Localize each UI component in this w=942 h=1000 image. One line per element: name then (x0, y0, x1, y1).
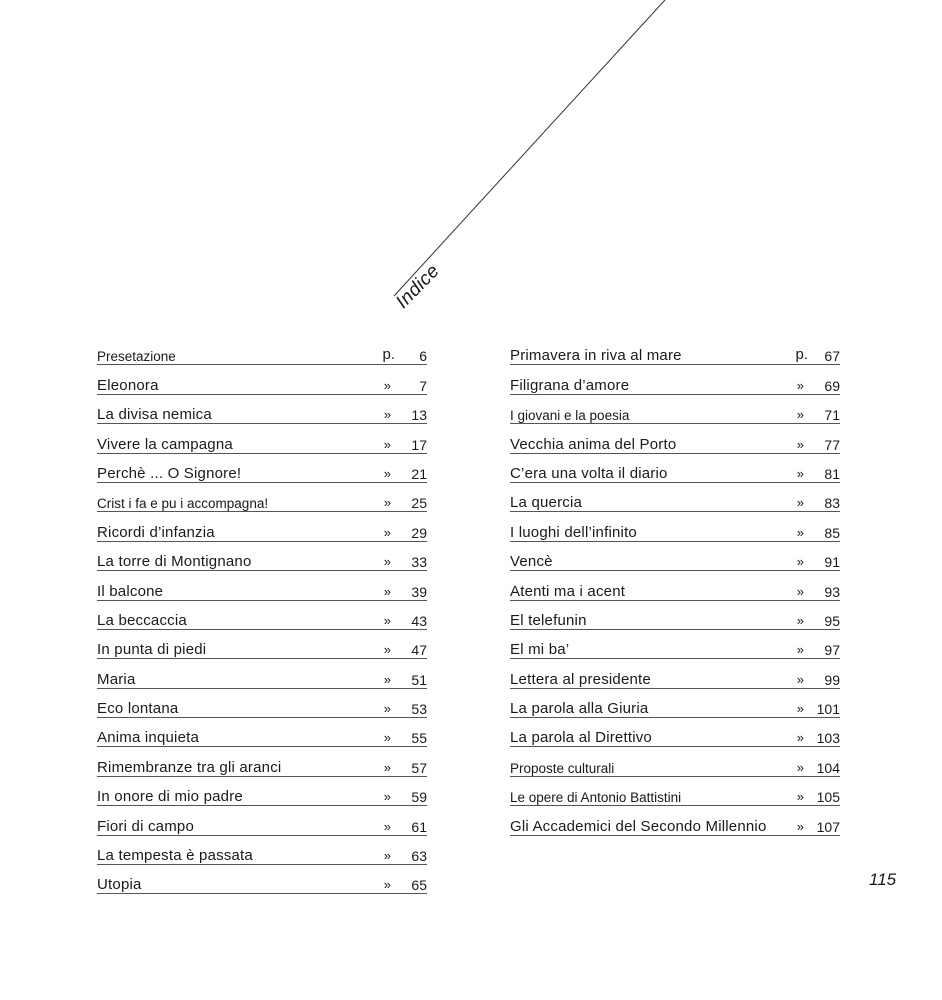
toc-entry (97, 689, 427, 718)
toc-entry-page: 61 (411, 818, 427, 835)
toc-entry-page: 93 (824, 583, 840, 600)
toc-entry-page: 43 (411, 612, 427, 629)
toc-entry-marker: » (796, 583, 804, 599)
toc-entry-page: 13 (411, 407, 427, 424)
toc-entry-page: 104 (816, 759, 840, 776)
toc-entry-marker: » (796, 524, 804, 540)
toc-entry-title: La divisa nemica (97, 406, 212, 424)
toc-entry-marker: » (383, 789, 391, 805)
toc-entry-marker: » (796, 554, 804, 570)
toc-right-column (510, 336, 840, 836)
toc-entry-marker: » (796, 407, 804, 423)
toc-entry (510, 659, 840, 688)
toc-entry (97, 659, 427, 688)
toc-entry-page: 25 (411, 495, 427, 512)
toc-entry-title: Filigrana d’amore (510, 376, 630, 394)
toc-entry-marker: p. (382, 346, 395, 364)
toc-entry-page: 105 (816, 789, 840, 806)
toc-entry-page: 57 (411, 759, 427, 776)
toc-entry-marker: » (796, 642, 804, 658)
toc-entry-title: Le opere di Antonio Battistini (510, 790, 682, 806)
toc-entry-page: 91 (824, 554, 840, 571)
toc-entry (510, 571, 840, 600)
toc-entry (97, 836, 427, 865)
toc-entry-title: La beccaccia (97, 611, 187, 629)
toc-entry-title: I luoghi dell’infinito (510, 523, 637, 541)
toc-entry-title: La parola alla Giuria (510, 700, 649, 718)
toc-entry-title: I giovani e la poesia (510, 408, 630, 424)
toc-entry-title: Perchè ... O Signore! (97, 464, 242, 482)
toc-entry (510, 777, 840, 806)
toc-entry-marker: » (796, 612, 804, 628)
toc-entry-page: 7 (419, 377, 427, 394)
toc-entry-title: Lettera al presidente (510, 670, 651, 688)
toc-entry-title: Vencè (510, 553, 553, 571)
toc-entry-marker: » (383, 583, 391, 599)
toc-entry-marker: » (383, 642, 391, 658)
toc-entry (510, 424, 840, 453)
toc-entry-page: 47 (411, 642, 427, 659)
toc-entry-page: 77 (824, 436, 840, 453)
toc-entry-marker: » (383, 436, 391, 452)
toc-entry-marker: » (796, 759, 804, 775)
toc-entry-page: 103 (816, 730, 840, 747)
toc-entry (510, 601, 840, 630)
toc-entry-title: Vecchia anima del Porto (510, 435, 677, 453)
toc-entry-page: 97 (824, 642, 840, 659)
toc-entry-title: Fiori di campo (97, 817, 194, 835)
toc-entry (97, 483, 427, 512)
toc-left-column (97, 336, 427, 894)
toc-entry-page: 99 (824, 671, 840, 688)
toc-entry (97, 395, 427, 424)
toc-entry-page: 55 (411, 730, 427, 747)
toc-entry-page: 67 (824, 348, 840, 365)
toc-entry (97, 718, 427, 747)
toc-entry-marker: » (383, 730, 391, 746)
toc-entry-title: In onore di mio padre (97, 788, 243, 806)
toc-entry-marker: » (796, 701, 804, 717)
toc-entry-page: 69 (824, 377, 840, 394)
toc-entry-marker: » (383, 848, 391, 864)
toc-entry-title: La quercia (510, 494, 583, 512)
toc-entry-title: Rimembranze tra gli aranci (97, 758, 282, 776)
toc-entry-marker: » (796, 818, 804, 834)
toc-entry-title: C’era una volta il diario (510, 464, 668, 482)
toc-entry (97, 571, 427, 600)
toc-entry (510, 542, 840, 571)
toc-entry-title: El telefunin (510, 611, 587, 629)
toc-entry-page: 83 (824, 495, 840, 512)
page-number: 115 (869, 870, 897, 889)
toc-entry (510, 336, 840, 365)
toc-entry-title: La torre di Montignano (97, 553, 252, 571)
toc-entry-title: Anima inquieta (97, 729, 200, 747)
toc-entry (510, 718, 840, 747)
toc-entry-page: 29 (411, 524, 427, 541)
toc-entry (510, 365, 840, 394)
toc-entry (97, 806, 427, 835)
toc-entry-title: Gli Accademici del Secondo Millennio (510, 817, 767, 835)
toc-entry-page: 59 (411, 789, 427, 806)
toc-entry-title: Vivere la campagna (97, 435, 233, 453)
toc-entry (510, 747, 840, 776)
toc-entry-page: 81 (824, 465, 840, 482)
toc-entry (97, 777, 427, 806)
toc-entry (97, 601, 427, 630)
toc-entry-marker: » (383, 554, 391, 570)
toc-entry-marker: » (383, 407, 391, 423)
toc-entry-title: El mi ba’ (510, 641, 570, 659)
toc-entry (510, 806, 840, 835)
toc-entry-title: Utopia (97, 876, 142, 894)
toc-entry (97, 424, 427, 453)
toc-entry (97, 512, 427, 541)
toc-entry (97, 542, 427, 571)
toc-entry-title: Ricordi d’infanzia (97, 523, 215, 541)
toc-entry-marker: » (383, 612, 391, 628)
toc-entry-title: Proposte culturali (510, 760, 615, 776)
toc-entry-marker: » (796, 495, 804, 511)
toc-entry-page: 71 (824, 407, 840, 424)
toc-entry-marker: » (383, 377, 391, 393)
toc-entry-page: 85 (824, 524, 840, 541)
toc-entry (510, 630, 840, 659)
toc-entry-page: 17 (411, 436, 427, 453)
toc-entry-title: Presetazione (97, 349, 176, 365)
toc-entry-marker: » (796, 436, 804, 452)
toc-entry (97, 336, 427, 365)
toc-entry (510, 454, 840, 483)
toc-entry-page: 53 (411, 701, 427, 718)
toc-entry-title: Maria (97, 670, 136, 688)
toc-entry-page: 6 (419, 348, 427, 365)
toc-entry-marker: » (383, 701, 391, 717)
toc-entry-page: 39 (411, 583, 427, 600)
toc-entry-page: 101 (816, 701, 840, 718)
toc-entry-page: 33 (411, 554, 427, 571)
toc-entry-page: 51 (411, 671, 427, 688)
toc-entry-marker: » (796, 465, 804, 481)
toc-entry-marker: » (383, 671, 391, 687)
toc-entry (97, 865, 427, 894)
toc-entry-marker: » (796, 789, 804, 805)
toc-entry-marker: » (383, 495, 391, 511)
toc-entry-marker: » (796, 730, 804, 746)
toc-entry (97, 630, 427, 659)
toc-entry (510, 512, 840, 541)
toc-entry-title: Atenti ma i acent (510, 582, 626, 600)
toc-entry-title: Crist i fa e pu i accompagna! (97, 496, 269, 512)
toc-entry-page: 21 (411, 465, 427, 482)
toc-entry-marker: » (383, 759, 391, 775)
toc-entry-title: Eleonora (97, 376, 159, 394)
index-heading: Indice (392, 260, 444, 313)
toc-entry-title: In punta di piedi (97, 641, 207, 659)
toc-entry-title: Eco lontana (97, 700, 179, 718)
toc-entry-marker: » (383, 877, 391, 893)
toc-entry-marker: » (796, 377, 804, 393)
toc-entry-marker: » (383, 524, 391, 540)
toc-entry-title: La tempesta è passata (97, 847, 253, 865)
toc-entry-marker: » (383, 818, 391, 834)
toc-entry-page: 63 (411, 848, 427, 865)
toc-entry-marker: p. (795, 346, 808, 364)
toc-entry (97, 365, 427, 394)
toc-entry (510, 689, 840, 718)
toc-entry-title: Il balcone (97, 582, 164, 600)
toc-entry (510, 483, 840, 512)
toc-entry (97, 454, 427, 483)
toc-entry-marker: » (383, 465, 391, 481)
toc-entry-title: La parola al Direttivo (510, 729, 652, 747)
toc-entry-title: Primavera in riva al mare (510, 347, 682, 365)
toc-entry-marker: » (796, 671, 804, 687)
toc-entry (97, 747, 427, 776)
toc-entry (510, 395, 840, 424)
toc-entry-page: 95 (824, 612, 840, 629)
toc-entry-page: 107 (816, 818, 840, 835)
toc-entry-page: 65 (411, 877, 427, 894)
